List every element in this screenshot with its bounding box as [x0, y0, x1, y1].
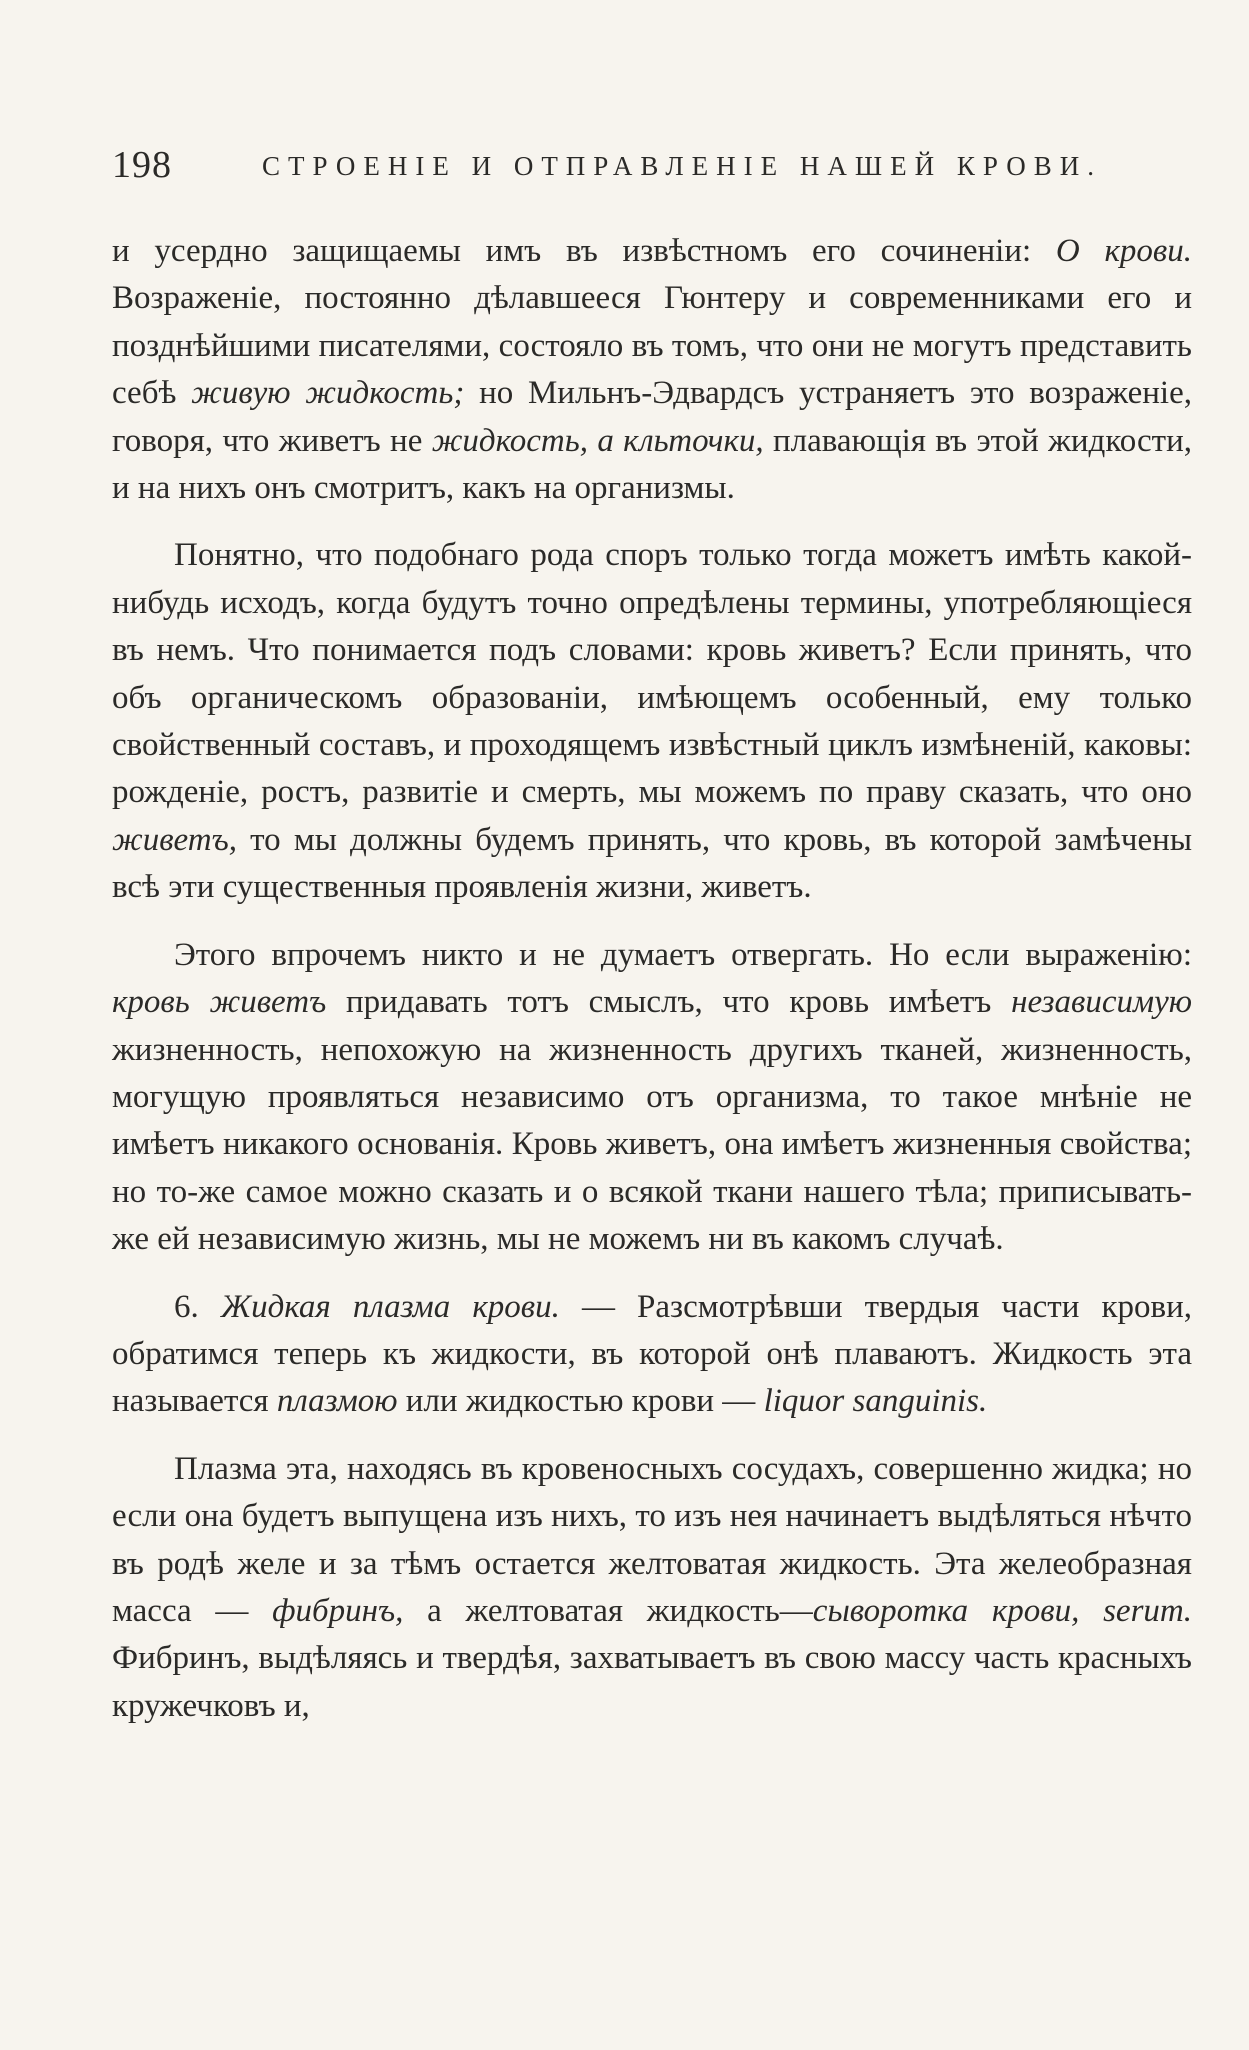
text-run: но Мильнъ-Эдвардсъ устраняетъ это возраженіе, говоря, что живетъ не: [112, 375, 1192, 459]
body-text: [112, 228, 1192, 1730]
text-run: 6.: [174, 1288, 221, 1325]
emphasis-text: живую жидкость;: [191, 375, 465, 412]
text-run: то мы должны будемъ принять, что кровь, въ которой замѣчены всѣ эти существенныя проявленія жизни, живетъ.: [112, 821, 1192, 906]
paragraph-5: [112, 1446, 1192, 1730]
text-run: — Разсмотрѣвши твердыя части крови, обратимся теперь къ жидкости, въ которой онѣ плаваютъ. Жидкость эта называется: [112, 1288, 1193, 1420]
emphasis-text: живетъ,: [112, 821, 237, 858]
text-run: плавающія въ этой жидкости, и на нихъ онъ смотритъ, какъ на организмы.: [112, 422, 1192, 507]
emphasis-text: независимую: [1011, 984, 1192, 1021]
running-title: СТРОЕНІЕ И ОТПРАВЛЕНІЕ НАШЕЙ КРОВИ.: [262, 151, 1102, 181]
text-run: придавать тотъ смыслъ, что кровь имѣетъ: [326, 984, 1012, 1021]
page-header: [112, 140, 1142, 190]
text-run: и усердно защищаемы имъ въ извѣстномъ его сочиненіи:: [112, 233, 1056, 269]
emphasis-text: плазмою: [276, 1383, 398, 1420]
text-run: Фибринъ, выдѣляясь и твердѣя, захватываетъ въ свою массу часть красныхъ кружечковъ и,: [112, 1640, 1192, 1724]
emphasis-text: жидкость, а кльточки,: [431, 422, 764, 459]
emphasis-text: liquor sanguinis.: [763, 1383, 988, 1420]
emphasis-text: сыворотка крови, serum.: [812, 1592, 1192, 1629]
text-run: или жидкостью крови —: [397, 1383, 764, 1420]
emphasis-text: Жидкая плазма крови.: [220, 1288, 560, 1325]
paragraph-1: [112, 228, 1192, 512]
text-run: Понятно, что подобнаго рода споръ только тогда можетъ имѣть какой-нибудь исходъ, когда будутъ точно опредѣлены термины, употребляющіеся въ немъ. Что понимается подъ словами: кровь живетъ? Если принять, что объ органическомъ образованіи, имѣющемъ особенный, ему только свойственный составъ, и проходящемъ извѣстный циклъ измѣненій, каковы: рожденіе, ростъ, развитіе и смерть, мы можемъ по праву сказать, что оно: [112, 537, 1192, 811]
page-number: 198: [112, 144, 172, 186]
paragraph-2: [112, 532, 1192, 911]
emphasis-text: фибринъ,: [272, 1592, 404, 1629]
paragraph-3: [112, 932, 1192, 1264]
paragraph-4-section-6: [112, 1284, 1192, 1426]
text-run: жизненность, непохожую на жизненность другихъ тканей, жизненность, могущую проявляться независимо отъ организма, то такое мнѣніе не имѣетъ никакого основанія. Кровь живетъ, она имѣетъ жизненныя свойства; но то-же самое можно сказать и о всякой ткани нашего тѣла; приписывать-же ей независимую жизнь, мы не можемъ ни въ какомъ случаѣ.: [112, 1031, 1192, 1258]
emphasis-text: О крови.: [1055, 233, 1192, 269]
text-run: Этого впрочемъ никто и не думаетъ отвергать. Но если выраженію:: [174, 936, 1192, 973]
text-run: Возраженіе, постоянно дѣлавшееся Гюнтеру и современниками его и позднѣйшими писателями, состояло въ томъ, что они не могутъ представить себѣ: [112, 280, 1192, 412]
emphasis-text: кровь живетъ: [112, 984, 327, 1021]
text-run: Плазма эта, находясь въ кровеносныхъ сосудахъ, совершенно жидка; но если она будетъ выпущена изъ нихъ, то изъ нея начинаетъ выдѣляться нѣчто въ родѣ желе и за тѣмъ остается желтоватая жидкость. Эта желеобразная масса —: [112, 1450, 1192, 1629]
text-run: а желтоватая жидкость—: [403, 1592, 813, 1629]
